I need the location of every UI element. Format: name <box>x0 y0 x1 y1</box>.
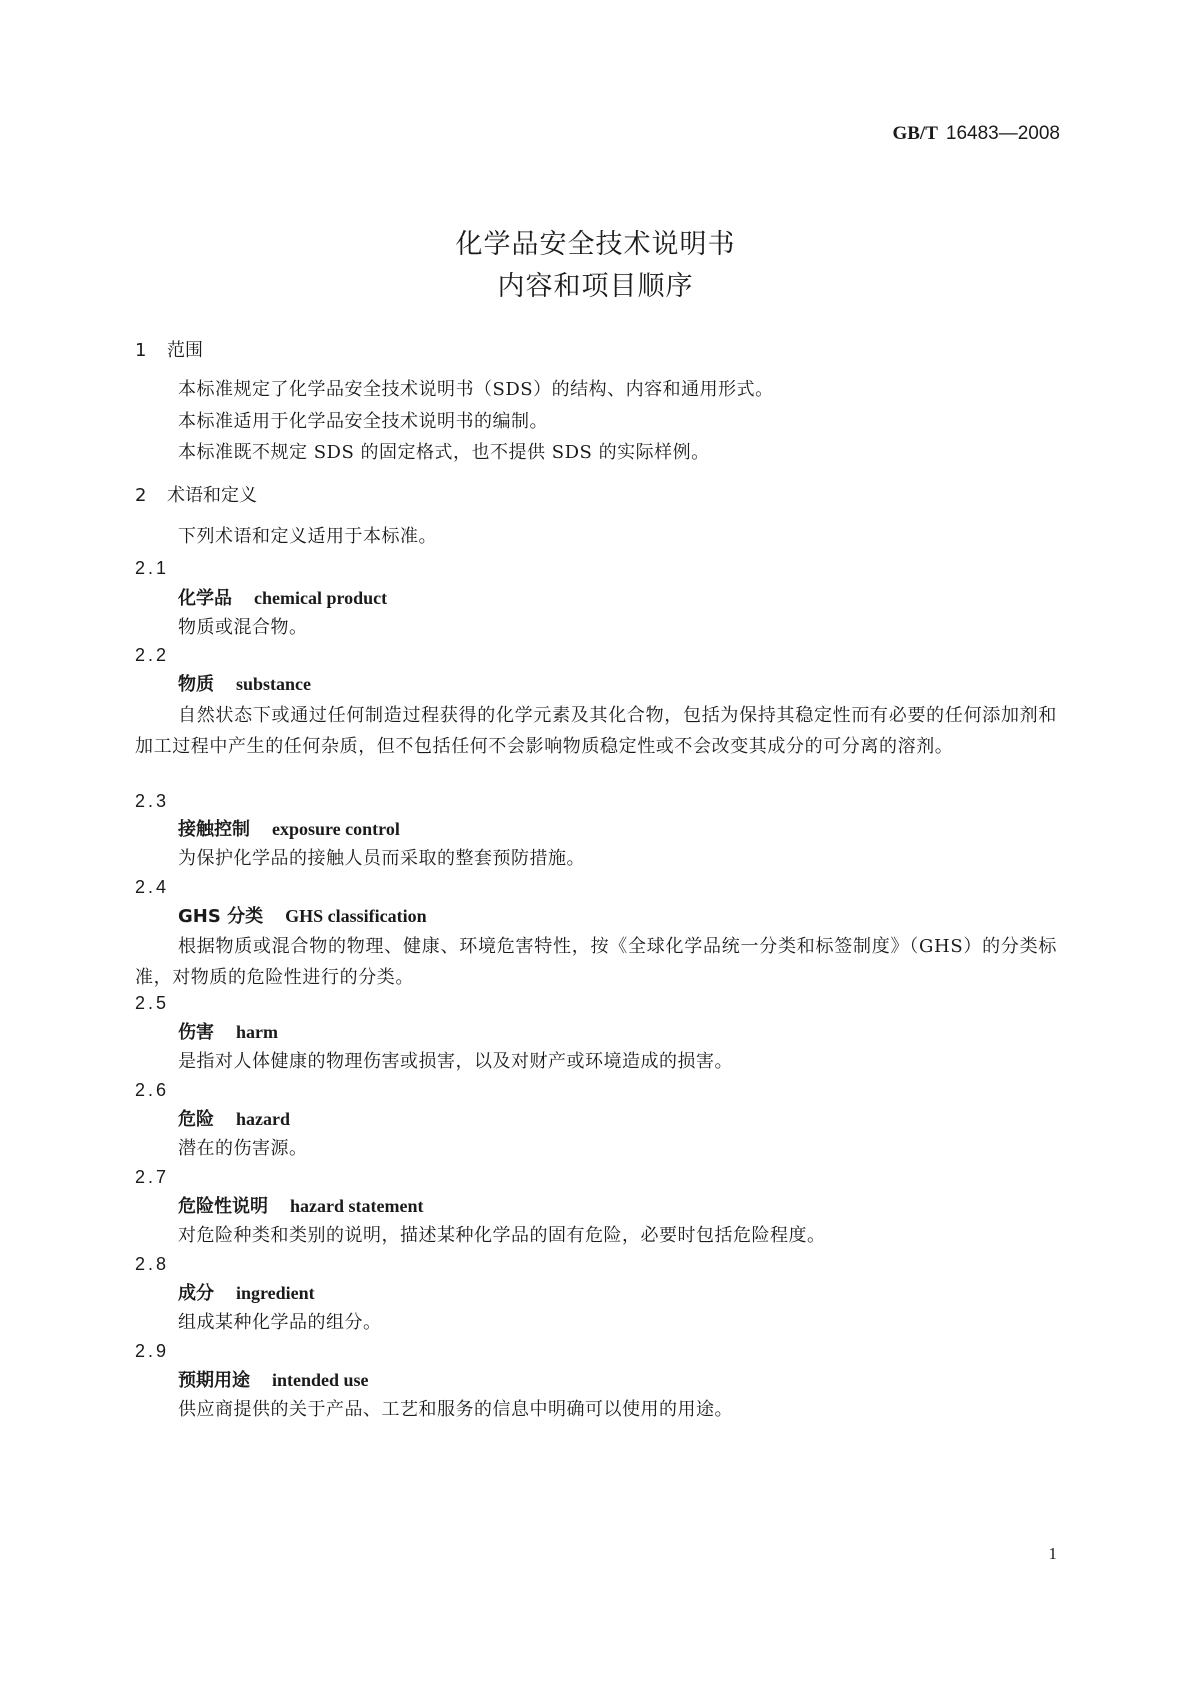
clause-number: 2.1 <box>135 558 170 578</box>
term-chinese: 成分 <box>178 1283 214 1304</box>
term-definition: 潜在的伤害源。 <box>178 1138 308 1159</box>
clause-number: 2.3 <box>135 791 170 811</box>
term-definition: 为保护化学品的接触人员而采取的整套预防措施。 <box>178 848 585 869</box>
term-definition: 组成某种化学品的组分。 <box>178 1312 382 1333</box>
clause-number: 2.7 <box>135 1167 170 1187</box>
term-chinese: 物质 <box>178 674 214 695</box>
term-definition: 自然状态下或通过任何制造过程获得的化学元素及其化合物，包括为保持其稳定性而有必要的任何添加剂和加工过程中产生的任何杂质，但不包括任何不会影响物质稳定性或不会改变其成分的可分离的溶剂。 <box>135 705 1057 757</box>
term-english: substance <box>236 674 312 694</box>
term-heading <box>178 1023 278 1042</box>
term-english: GHS classification <box>285 906 427 926</box>
term-chinese: 危险 <box>178 1109 214 1130</box>
title-line-1: 化学品安全技术说明书 <box>455 229 736 260</box>
term-english: chemical product <box>254 588 388 608</box>
section-number: 1 <box>135 340 147 361</box>
clause-number: 2.8 <box>135 1254 170 1274</box>
clause-number: 2.9 <box>135 1341 170 1361</box>
term-heading <box>178 1110 290 1129</box>
term-chinese: 预期用途 <box>178 1370 250 1391</box>
page-number: 1 <box>1048 1544 1057 1563</box>
term-chinese: GHS 分类 <box>178 906 264 927</box>
term-definition: 根据物质或混合物的物理、健康、环境危害特性，按《全球化学品统一分类和标签制度》（GHS）的分类标准，对物质的危险性进行的分类。 <box>135 936 1057 988</box>
term-english: harm <box>236 1022 278 1042</box>
term-chinese: 接触控制 <box>178 819 250 840</box>
term-english: hazard statement <box>290 1196 424 1216</box>
standard-prefix: GB/T <box>892 123 938 144</box>
standard-number: 16483—2008 <box>945 123 1060 144</box>
term-heading <box>178 675 311 694</box>
title-line-2: 内容和项目顺序 <box>497 271 694 302</box>
paragraph: 本标准适用于化学品安全技术说明书的编制。 <box>178 411 548 432</box>
section-2-heading <box>135 487 257 505</box>
standard-code <box>892 124 1060 143</box>
term-heading <box>178 589 387 608</box>
term-definition: 是指对人体健康的物理伤害或损害，以及对财产或环境造成的损害。 <box>178 1051 733 1072</box>
section-1-heading <box>135 342 203 360</box>
term-english: exposure control <box>272 819 400 839</box>
term-chinese: 化学品 <box>178 588 232 609</box>
section-title: 范围 <box>167 340 203 361</box>
clause-number: 2.2 <box>135 645 170 665</box>
paragraph: 本标准规定了化学品安全技术说明书（SDS）的结构、内容和通用形式。 <box>178 379 774 400</box>
clause-number: 2.5 <box>135 993 170 1013</box>
term-heading <box>178 1284 315 1303</box>
term-chinese: 伤害 <box>178 1022 214 1043</box>
term-heading <box>178 820 400 839</box>
term-heading <box>178 1371 369 1390</box>
term-definition: 供应商提供的关于产品、工艺和服务的信息中明确可以使用的用途。 <box>178 1399 733 1420</box>
term-chinese: 危险性说明 <box>178 1196 268 1217</box>
document-title <box>0 224 1191 308</box>
term-heading <box>178 907 427 926</box>
term-definition: 对危险种类和类别的说明，描述某种化学品的固有危险，必要时包括危险程度。 <box>178 1225 826 1246</box>
clause-number: 2.6 <box>135 1080 170 1100</box>
clause-number: 2.4 <box>135 877 170 897</box>
section-number: 2 <box>135 485 147 506</box>
term-heading <box>178 1197 423 1216</box>
paragraph: 下列术语和定义适用于本标准。 <box>178 526 437 547</box>
term-english: hazard <box>236 1109 290 1129</box>
paragraph: 本标准既不规定 SDS 的固定格式，也不提供 SDS 的实际样例。 <box>178 442 710 463</box>
term-english: ingredient <box>236 1283 315 1303</box>
section-title: 术语和定义 <box>167 485 257 506</box>
term-english: intended use <box>272 1370 369 1390</box>
term-definition: 物质或混合物。 <box>178 617 308 638</box>
